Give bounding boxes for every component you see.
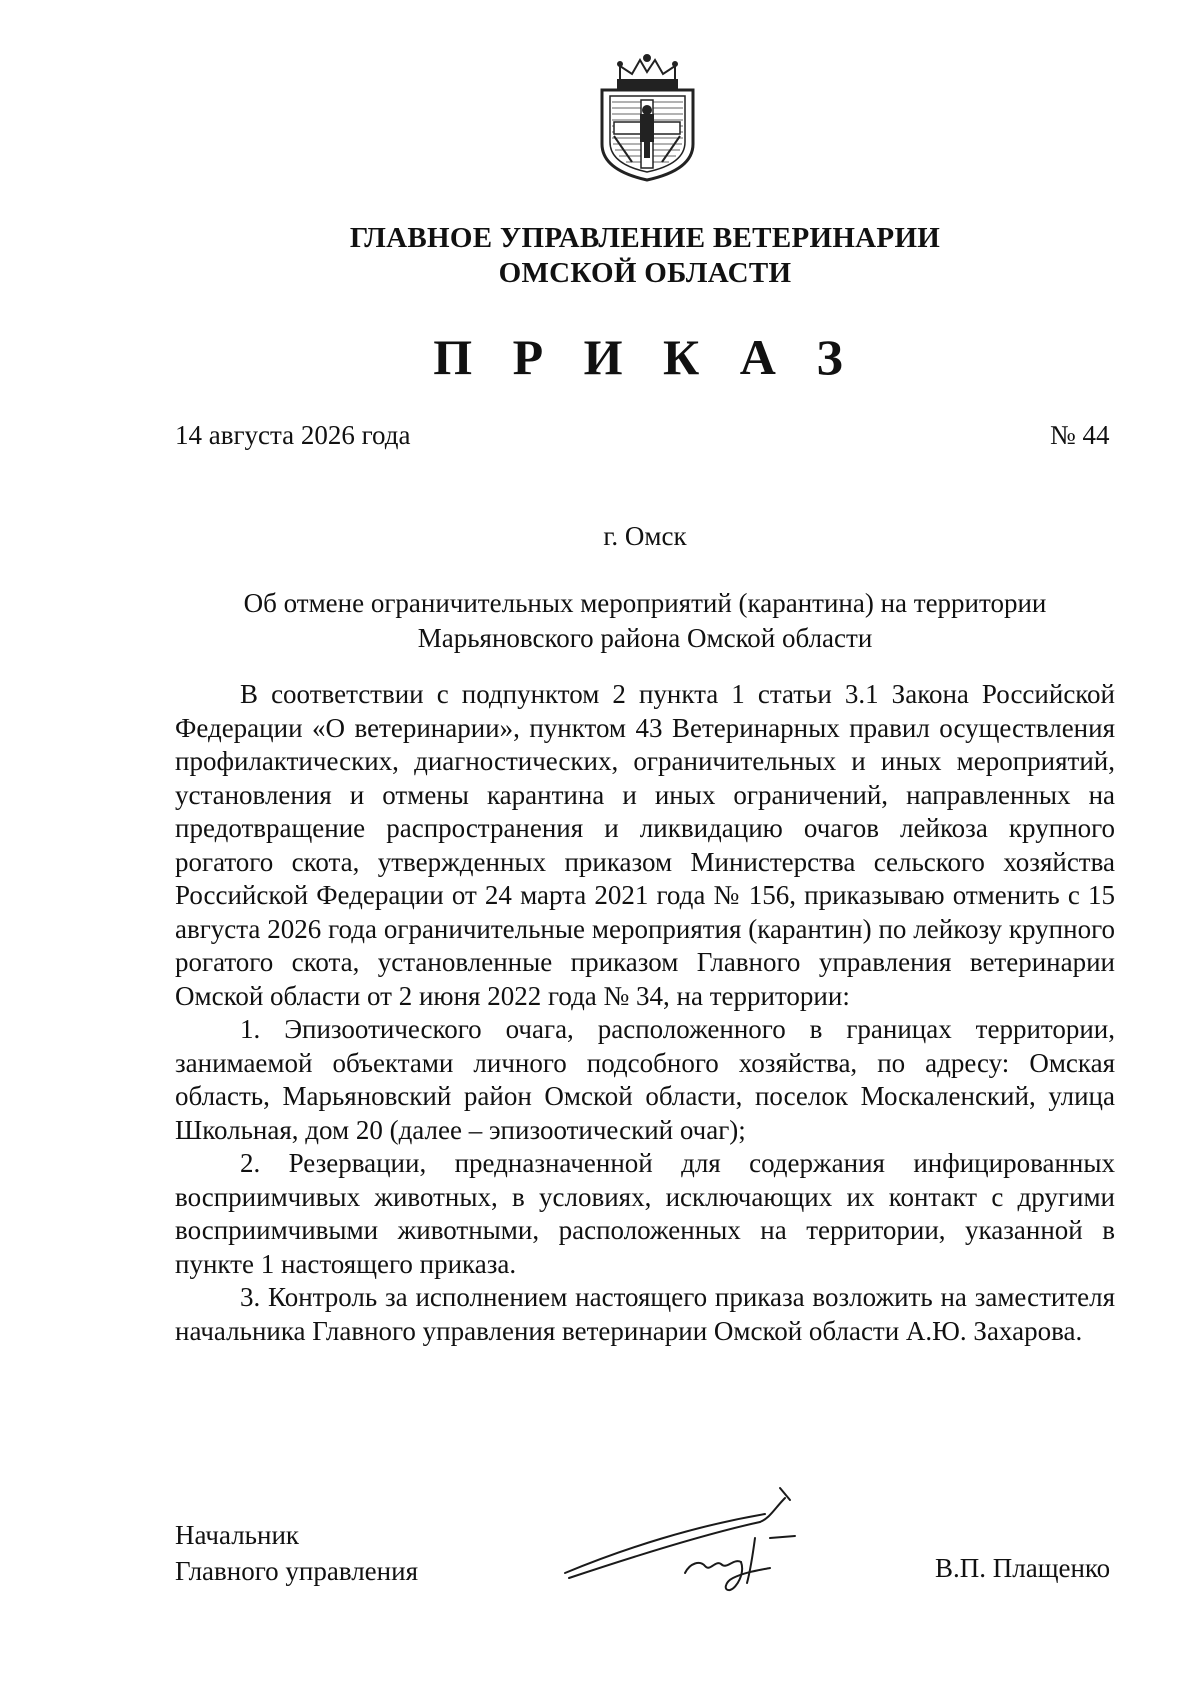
- handwritten-signature-icon: [555, 1478, 825, 1598]
- document-number: № 44: [1050, 420, 1110, 450]
- paragraph-item-3: 3. Контроль за исполнением настоящего приказа возложить на заместителя начальника Главного управления ветеринарии Омской области А.Ю. Захарова.: [175, 1282, 1115, 1346]
- document-type-title: П Р И К А З: [433, 329, 857, 385]
- coat-of-arms-icon: [590, 52, 705, 182]
- organization-name-line1: ГЛАВНОЕ УПРАВЛЕНИЕ ВЕТЕРИНАРИИ: [349, 222, 941, 254]
- paragraph-item-2: 2. Резервации, предназначенной для содержания инфицированных восприимчивых животных, в условиях, исключающих их контакт с другими восприимчивыми животными, расположенных на территории, указанной в пункте 1 настоящего приказа.: [175, 1148, 1115, 1279]
- document-subject: Об отмене ограничительных мероприятий (карантина) на территории Марьяновского района Омской области: [243, 588, 1047, 653]
- signatory-position-line2: Главного управления: [175, 1556, 418, 1586]
- paragraph-item-1: 1. Эпизоотического очага, расположенного в границах территории, занимаемой объектами личного подсобного хозяйства, по адресу: Омская область, Марьяновский район Омской области, поселок Москаленский, улица Школьная, дом 20 (далее – эпизоотический очаг);: [175, 1014, 1115, 1145]
- document-body: [175, 678, 1115, 1348]
- signatory-position-line1: Начальник: [175, 1520, 300, 1550]
- document-city: г. Омск: [603, 521, 687, 551]
- document-date: 14 августа 2026 года: [175, 420, 411, 450]
- paragraph-preamble: В соответствии с подпунктом 2 пункта 1 статьи 3.1 Закона Российской Федерации «О ветеринарии», пунктом 43 Ветеринарных правил осуществления профилактических, диагностических, ограничительных и иных мероприятий, установления и отмены карантина и иных ограничений, направленных на предотвращение распространения и ликвидацию очагов лейкоза крупного рогатого скота, утвержденных приказом Министерства сельского хозяйства Российской Федерации от 24 марта 2021 года № 156, приказываю отменить с 15 августа 2026 года ограничительные мероприятия (карантин) по лейкозу крупного рогатого скота, установленные приказом Главного управления ветеринарии Омской области от 2 июня 2022 года № 34, на территории:: [175, 679, 1115, 1011]
- organization-name-line2: ОМСКОЙ ОБЛАСТИ: [498, 257, 792, 289]
- signatory-position: [175, 1517, 418, 1589]
- signatory-name: В.П. Плащенко: [935, 1553, 1111, 1583]
